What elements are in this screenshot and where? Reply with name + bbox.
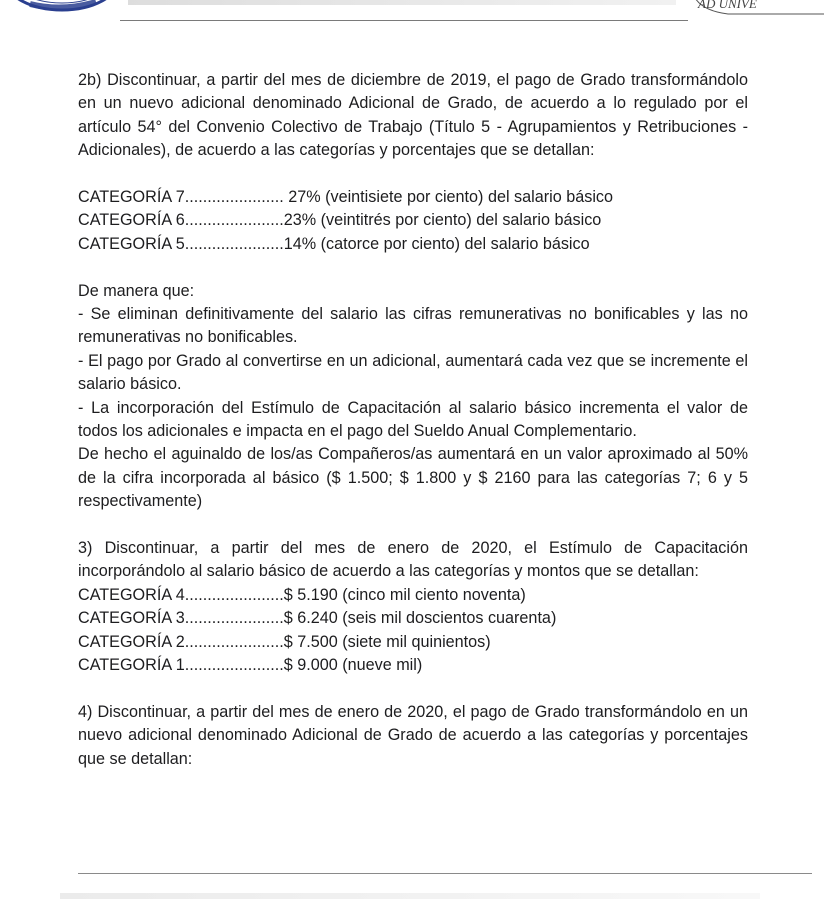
document-body bbox=[78, 69, 748, 771]
section-3-category-list bbox=[78, 584, 748, 678]
category-row: CATEGORÍA 5......................14% (catorce por ciento) del salario básico bbox=[78, 234, 590, 253]
footer-text-remnant bbox=[60, 893, 760, 899]
section-3-intro: 3) Discontinuar, a partir del mes de enero de 2020, el Estímulo de Capacitación incorporándolo al salario básico de acuerdo a las categorías y montos que se detallan: bbox=[78, 539, 748, 581]
category-row: CATEGORÍA 3......................$ 6.240 (seis mil doscientos cuarenta) bbox=[78, 609, 557, 628]
category-row: CATEGORÍA 7...................... 27% (veintisiete por ciento) del salario básico bbox=[78, 188, 614, 207]
section-2b-intro: 2b) Discontinuar, a partir del mes de diciembre de 2019, el pago de Grado transformándolo en un nuevo adicional denominado Adicional de Grado, de acuerdo a lo regulado por el artículo 54° del Convenio Colectivo de Trabajo (Título 5 - Agrupamientos y Retribuciones - Adicionales), de acuerdo a las categorías y porcentajes que se detallan: bbox=[78, 71, 748, 160]
university-logo bbox=[688, 0, 826, 18]
section-4-intro: 4) Discontinuar, a partir del mes de enero de 2020, el pago de Grado transformándolo en un nuevo adicional denominado Adicional de Grado de acuerdo a las categorías y porcentajes que se detallan: bbox=[78, 702, 748, 768]
manera-bullet: - Se eliminan definitivamente del salario las cifras remunerativas no bonificables y las no remunerativas no bonificables. bbox=[78, 305, 748, 347]
footer-divider bbox=[78, 873, 812, 874]
category-row: CATEGORÍA 2......................$ 7.500 (siete mil quinientos) bbox=[78, 632, 491, 651]
manera-bullet: - La incorporación del Estímulo de Capacitación al salario básico incrementa el valor de todos los adicionales e impacta en el pago del Sueldo Anual Complementario. bbox=[78, 398, 748, 441]
category-row: CATEGORÍA 6......................23% (veintitrés por ciento) del salario básico bbox=[78, 211, 602, 230]
manera-heading: De manera que: bbox=[78, 281, 195, 300]
section-2b-category-list bbox=[78, 186, 748, 256]
header-text-remnant bbox=[128, 0, 676, 5]
header-divider bbox=[120, 20, 688, 21]
category-row: CATEGORÍA 4......................$ 5.190 (cinco mil ciento noventa) bbox=[78, 585, 526, 604]
union-seal-logo bbox=[0, 0, 118, 18]
manera-closing: De hecho el aguinaldo de los/as Compañeros/as aumentará en un valor aproximado al 50% de la cifra incorporada al básico ($ 1.500; $ 1.800 y $ 2160 para las categorías 7; 6 y 5 respectivamente) bbox=[78, 445, 748, 511]
category-row: CATEGORÍA 1......................$ 9.000 (nueve mil) bbox=[78, 656, 423, 675]
university-logo-text: AD UNIVE bbox=[698, 0, 757, 11]
manera-bullet: - El pago por Grado al convertirse en un adicional, aumentará cada vez que se incremente el salario básico. bbox=[78, 351, 748, 394]
